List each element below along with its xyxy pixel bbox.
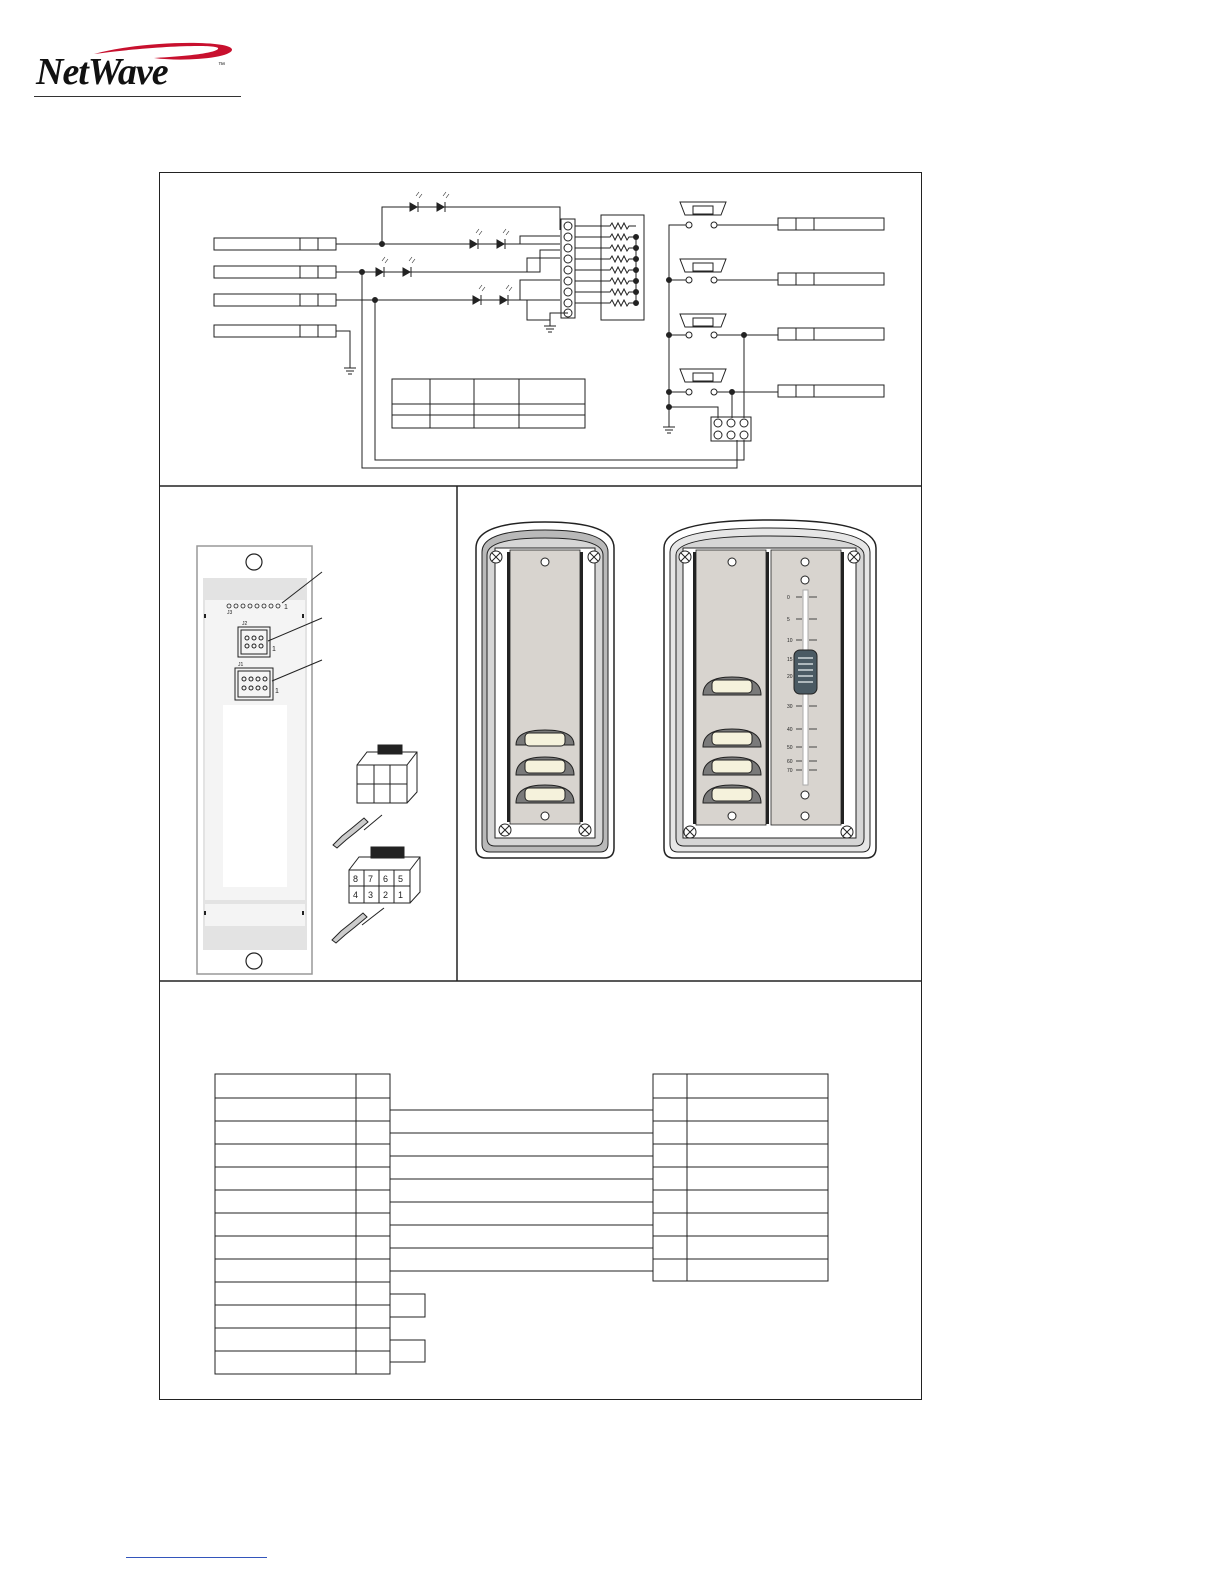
pin-6: 6 — [383, 874, 389, 884]
schematic — [214, 192, 884, 468]
left-terminal-blocks — [214, 238, 336, 337]
fader-tick-label: 10 — [787, 638, 793, 644]
j2-label: J2 — [242, 621, 248, 627]
pinout-table — [215, 1074, 828, 1374]
schematic-table — [392, 379, 585, 428]
fader-tick-label: 50 — [787, 745, 793, 751]
led-diodes — [376, 202, 508, 305]
pin-1: 1 — [398, 890, 404, 900]
pin-7: 7 — [368, 874, 374, 884]
j2-connector-schematic — [711, 417, 751, 441]
crimp-pin-1-icon — [333, 815, 382, 848]
six-pin-connector — [357, 745, 417, 803]
fader-tick-label: 70 — [787, 768, 793, 774]
pushbutton-switches — [680, 202, 726, 395]
front-panel-fader — [664, 520, 876, 858]
pin-3: 3 — [368, 890, 374, 900]
fader-tick-label: 5 — [787, 617, 790, 623]
fader-tick-label: 30 — [787, 704, 793, 710]
front-panel-small — [476, 522, 614, 858]
j1-pin-one: 1 — [275, 688, 279, 695]
j2-pin-one: 1 — [272, 646, 276, 653]
fader-tick-label: 0 — [787, 595, 790, 601]
logo-wordmark: NetWave — [36, 51, 168, 93]
pin-5: 5 — [398, 874, 404, 884]
pin-2: 2 — [383, 890, 389, 900]
panel-rear-view — [197, 546, 322, 974]
fader-tick-label: 15 — [787, 657, 793, 663]
crimp-pin-2-icon — [332, 908, 384, 943]
j1-label: J1 — [238, 662, 244, 668]
mounting-hole-bottom-icon — [246, 953, 262, 969]
pin-8: 8 — [353, 874, 359, 884]
fader-tick-label: 60 — [787, 759, 793, 765]
fader-knob[interactable] — [794, 650, 817, 694]
fader-tick-label: 20 — [787, 674, 793, 680]
j3-header-schematic — [561, 219, 575, 318]
fader-tick-label: 40 — [787, 727, 793, 733]
right-terminal-blocks — [778, 218, 884, 397]
pin-4: 4 — [353, 890, 359, 900]
resistor-network — [575, 215, 644, 320]
j3-pin-one: 1 — [284, 604, 288, 611]
mounting-hole-top-icon — [246, 554, 262, 570]
j3-label: J3 — [227, 610, 233, 616]
trademark-mark: ™ — [218, 62, 225, 69]
footer-link-underline[interactable] — [126, 1557, 267, 1558]
